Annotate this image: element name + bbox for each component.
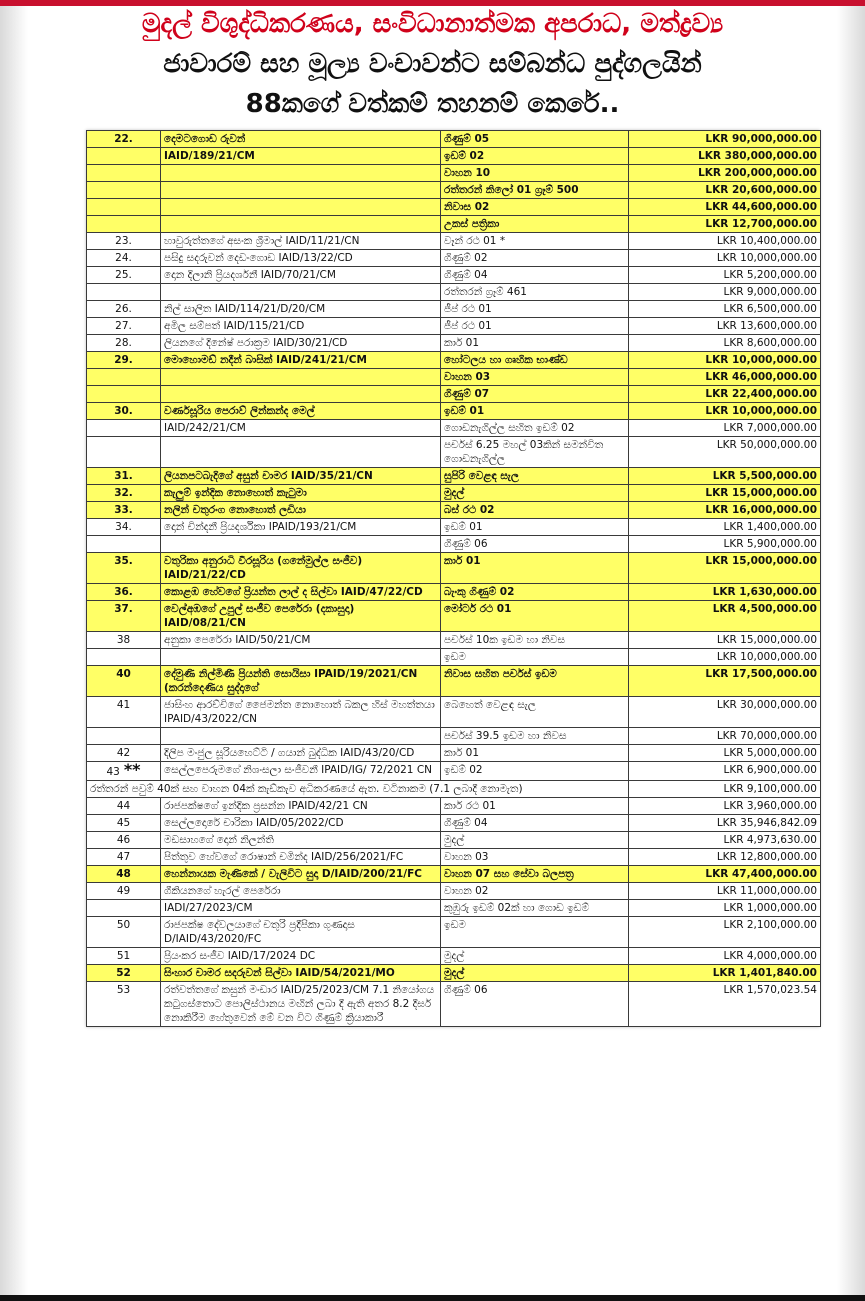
table-row (87, 584, 821, 601)
asset-value-cell: LKR 12,700,000.00 (629, 216, 821, 233)
asset-item-cell: වාහන 07 සහ සේවා බලපත්‍ර (441, 866, 629, 883)
row-number-cell (87, 284, 161, 301)
asset-value-cell: LKR 3,960,000.00 (629, 798, 821, 815)
row-number: 40 (116, 668, 131, 680)
person-name-cell (161, 216, 441, 233)
person-name-cell: ප්‍රියංකර සංජීව IAID/17/2024 DC (161, 948, 441, 965)
row-number-cell (87, 199, 161, 216)
person-name-cell: ගීකියනගේ හැරල් පෙරේරා (161, 883, 441, 900)
row-number-cell (87, 728, 161, 745)
table-row (87, 284, 821, 301)
row-number-cell (87, 250, 161, 267)
asset-table-body (87, 131, 821, 1027)
table-row (87, 697, 821, 728)
person-name-cell: ජාසිංහ ආරච්චිගේ ජෛමන්ත නොහොත් බකල හිස් මහත්තයා IPAID/43/2022/CN (161, 697, 441, 728)
table-row (87, 849, 821, 866)
asset-value-cell: LKR 1,000,000.00 (629, 900, 821, 917)
asset-value-cell: LKR 5,500,000.00 (629, 468, 821, 485)
headline-line-1: මුදල් විශුද්ධිකරණය, සංවිධානාත්මක අපරාධ, මත්ද්‍රව්‍ය (141, 9, 724, 39)
person-name-cell: අනුකා පෙරේරා IAID/50/21/CM (161, 632, 441, 649)
headline-line-3: 88කගේ වත්කම් තහනම් කෙරේ.. (245, 89, 620, 119)
row-number-cell (87, 485, 161, 502)
asset-value-cell: LKR 70,000,000.00 (629, 728, 821, 745)
asset-value-cell: LKR 17,500,000.00 (629, 666, 821, 697)
asset-value-cell: LKR 8,600,000.00 (629, 335, 821, 352)
asset-value-cell: LKR 35,946,842.09 (629, 815, 821, 832)
table-row (87, 301, 821, 318)
row-number-cell (87, 216, 161, 233)
asset-item-cell: වාහන 03 (441, 369, 629, 386)
asset-value-cell: LKR 9,100,000.00 (629, 781, 821, 798)
person-name-cell: රාජපක්ෂ දේවලයාගේ චතුරි ප්‍රදීපිකා ගුණදාස D/IAID/43/2020/FC (161, 917, 441, 948)
asset-item-cell: ගිණුම් 06 (441, 982, 629, 1027)
table-row (87, 649, 821, 666)
row-number-cell (87, 601, 161, 632)
table-row (87, 335, 821, 352)
asset-item-cell: පර්චස් 10ක ඉඩම හා නිවස (441, 632, 629, 649)
table-row (87, 553, 821, 584)
person-name-cell (161, 649, 441, 666)
person-name-cell: දොන දිලානි ප්‍රියදර්ශනී IAID/70/21/CM (161, 267, 441, 284)
row-number: 37. (114, 603, 133, 615)
row-number-cell (87, 165, 161, 182)
table-row (87, 437, 821, 468)
table-row (87, 632, 821, 649)
row-number: 50 (116, 919, 131, 931)
asset-value-cell: LKR 1,630,000.00 (629, 584, 821, 601)
asset-value-cell: LKR 1,400,000.00 (629, 519, 821, 536)
asset-value-cell: LKR 90,000,000.00 (629, 131, 821, 148)
table-row (87, 866, 821, 883)
asset-item-cell: ඉඩම් 01 (441, 519, 629, 536)
asset-value-cell: LKR 30,000,000.00 (629, 697, 821, 728)
table-row (87, 468, 821, 485)
asset-value-cell: LKR 10,000,000.00 (629, 649, 821, 666)
asset-value-cell: LKR 16,000,000.00 (629, 502, 821, 519)
table-row (87, 199, 821, 216)
asset-value-cell: LKR 6,500,000.00 (629, 301, 821, 318)
row-number: 34. (115, 521, 132, 533)
row-number-cell (87, 502, 161, 519)
row-number: 27. (115, 320, 132, 332)
person-name-cell: කැලුම් ඉන්දික නොහොත් කැටුමා (161, 485, 441, 502)
person-name-cell: වතුරිකා අනුරාධි වීරසූරිය (ගනේමුල්ල සංජීව) IAID/21/22/CD (161, 553, 441, 584)
table-row (87, 233, 821, 250)
row-number: 33. (114, 504, 133, 516)
row-number-cell (87, 649, 161, 666)
row-number-cell (87, 182, 161, 199)
row-number: 26. (115, 303, 132, 315)
left-shadow (0, 0, 28, 1301)
row-number-cell (87, 386, 161, 403)
right-shadow (837, 0, 865, 1301)
table-row (87, 485, 821, 502)
asset-item-cell: පර්චස් 39.5 ඉඩම හා නිවස (441, 728, 629, 745)
table-row (87, 948, 821, 965)
asset-value-cell: LKR 15,000,000.00 (629, 553, 821, 584)
person-name-cell: IAID/242/21/CM (161, 420, 441, 437)
person-name-cell (161, 165, 441, 182)
note-cell: රත්තරන් පවුම් 40ක් සහ වාහන 04ක් කැඩ්කැව අධිකරණයේ ඇත. වටිනාකම (7.1 ලබාදී නොමැත) (87, 781, 629, 798)
asset-value-cell: LKR 15,000,000.00 (629, 632, 821, 649)
row-number-cell (87, 762, 161, 781)
table-row (87, 601, 821, 632)
asset-item-cell: ගොඩනැගිල්ල සහිත ඉඩම් 02 (441, 420, 629, 437)
asset-item-cell: රත්තරන් කිලෝ 01 ග්‍රෑම් 500 (441, 182, 629, 199)
person-name-cell: වර්ණසූරිය පෙරාව් ලින්කන්ද මෙල් (161, 403, 441, 420)
row-number-cell (87, 832, 161, 849)
person-name-cell (161, 728, 441, 745)
asset-item-cell: බස් රථ 02 (441, 502, 629, 519)
asset-value-cell: LKR 1,570,023.54 (629, 982, 821, 1027)
asset-value-cell: LKR 5,900,000.00 (629, 536, 821, 553)
asset-item-cell: ඉඩම (441, 917, 629, 948)
row-number: 45 (116, 817, 131, 829)
asset-item-cell: බැංකු ගිණුම් 02 (441, 584, 629, 601)
row-number-cell (87, 745, 161, 762)
row-number: 24. (115, 252, 132, 264)
row-number-cell (87, 697, 161, 728)
asset-value-cell: LKR 5,000,000.00 (629, 745, 821, 762)
asset-value-cell: LKR 5,200,000.00 (629, 267, 821, 284)
row-number-cell (87, 883, 161, 900)
table-row (87, 182, 821, 199)
asset-value-cell: LKR 47,400,000.00 (629, 866, 821, 883)
asset-item-cell: ගිණුම් 06 (441, 536, 629, 553)
asset-item-cell: වාහන 02 (441, 883, 629, 900)
asset-item-cell: සුපිරි වෙළඳ සැල (441, 468, 629, 485)
table-row (87, 216, 821, 233)
asset-value-cell: LKR 10,000,000.00 (629, 352, 821, 369)
row-number-cell (87, 815, 161, 832)
row-number-cell (87, 420, 161, 437)
person-name-cell: නිල් සාලිත IAID/114/21/D/20/CM (161, 301, 441, 318)
asset-item-cell: උකස් පත්‍රිකා (441, 216, 629, 233)
person-name-cell: පසිදු සදරුවන් දෙඩංගොඩ IAID/13/22/CD (161, 250, 441, 267)
table-row (87, 917, 821, 948)
row-number: 38 (116, 634, 131, 646)
table-row (87, 762, 821, 781)
asset-item-cell: පර්චස් 6.25 මහල් 03කින් සමන්විත ගොඩනැගිල්ල (441, 437, 629, 468)
row-number: 30. (114, 405, 133, 417)
row-number-cell (87, 798, 161, 815)
asset-item-cell: රත්තරන් ග්‍රෑම් 461 (441, 284, 629, 301)
row-number: 43 (106, 766, 120, 778)
row-number: 41 (116, 699, 131, 711)
row-number: 42 (116, 747, 131, 759)
asset-value-cell: LKR 4,000,000.00 (629, 948, 821, 965)
asset-item-cell: ගිණුම් 04 (441, 815, 629, 832)
person-name-cell: සෙල්ලදොරේ චාරිකා IAID/05/2022/CD (161, 815, 441, 832)
person-name-cell (161, 386, 441, 403)
row-number-cell (87, 233, 161, 250)
asset-value-cell: LKR 1,401,840.00 (629, 965, 821, 982)
asset-item-cell: බෙහෙත් වෙළඳ සැල (441, 697, 629, 728)
asset-item-cell: ඉඩම් 02 (441, 762, 629, 781)
asset-value-cell: LKR 46,000,000.00 (629, 369, 821, 386)
table-row (87, 900, 821, 917)
asset-item-cell: කාර් 01 (441, 335, 629, 352)
row-number: 29. (114, 354, 133, 366)
table-row (87, 832, 821, 849)
asset-item-cell: මෝටර් රථ 01 (441, 601, 629, 632)
table-row (87, 666, 821, 697)
row-number-cell (87, 866, 161, 883)
row-number-cell (87, 403, 161, 420)
asset-value-cell: LKR 9,000,000.00 (629, 284, 821, 301)
row-number: 28. (115, 337, 132, 349)
asset-item-cell: නිවාස සහිත පර්චස් ඉඩම (441, 666, 629, 697)
asset-item-cell: වාහන 03 (441, 849, 629, 866)
table-row (87, 781, 821, 798)
row-number-cell (87, 666, 161, 697)
row-number: 36. (114, 586, 133, 598)
asset-value-cell: LKR 11,000,000.00 (629, 883, 821, 900)
row-number-cell (87, 965, 161, 982)
asset-item-cell: කාර් 01 (441, 745, 629, 762)
table-row (87, 386, 821, 403)
asset-value-cell: LKR 44,600,000.00 (629, 199, 821, 216)
person-name-cell: සෙල්ලපෙරුමගේ නිශංසලා සංජීවනී IPAID/IG/ 72/2021 CN (161, 762, 441, 781)
table-row (87, 420, 821, 437)
asset-item-cell: ජීප් රථ 01 (441, 318, 629, 335)
person-name-cell: රාජපක්ෂගේ ඉන්දික ප්‍රසන්න IPAID/42/21 CN (161, 798, 441, 815)
row-number: 46 (116, 834, 131, 846)
table-row (87, 148, 821, 165)
asset-item-cell: මුදල් (441, 948, 629, 965)
bottom-line (0, 1295, 865, 1301)
table-row (87, 883, 821, 900)
table-row (87, 536, 821, 553)
asset-item-cell: මුදල් (441, 965, 629, 982)
asset-item-cell: මුදල් (441, 832, 629, 849)
asset-item-cell: ඉඩම (441, 649, 629, 666)
person-name-cell (161, 199, 441, 216)
asset-value-cell: LKR 12,800,000.00 (629, 849, 821, 866)
table-row (87, 798, 821, 815)
asset-item-cell: ගිණුම් 05 (441, 131, 629, 148)
row-number: 22. (114, 133, 133, 145)
row-number-cell (87, 632, 161, 649)
asset-item-cell: ඉඩම් 01 (441, 403, 629, 420)
person-name-cell: IAID/189/21/CM (161, 148, 441, 165)
table-row (87, 165, 821, 182)
table-row (87, 815, 821, 832)
table-row (87, 728, 821, 745)
row-number-cell (87, 536, 161, 553)
row-number-cell (87, 148, 161, 165)
asset-value-cell: LKR 10,400,000.00 (629, 233, 821, 250)
asset-item-cell: ජීප් රථ 01 (441, 301, 629, 318)
row-number-cell (87, 352, 161, 369)
person-name-cell: මොහොමඩ් නදීන් බාසික් IAID/241/21/CM (161, 352, 441, 369)
asset-item-cell: වාහන 10 (441, 165, 629, 182)
table-row (87, 965, 821, 982)
table-row (87, 352, 821, 369)
asset-value-cell: LKR 50,000,000.00 (629, 437, 821, 468)
row-number-cell (87, 301, 161, 318)
row-number: 51 (116, 950, 131, 962)
person-name-cell: දිලිප මංජුල සූරියහෙට්ටි / ගයාන් බුද්ධික IAID/43/20/CD (161, 745, 441, 762)
asset-item-cell: මුදල් (441, 485, 629, 502)
asset-item-cell: හෝටලය හා ගෘහික භාණ්ඩ (441, 352, 629, 369)
asset-value-cell: LKR 6,900,000.00 (629, 762, 821, 781)
row-number-cell (87, 900, 161, 917)
person-name-cell: මඩසාහගේ දොන් නිලන්ති (161, 832, 441, 849)
asset-item-cell: වෑන් රථ 01 * (441, 233, 629, 250)
table-row (87, 131, 821, 148)
person-name-cell: දොන් චින්දනී ප්‍රියදර්ශිකා IPAID/193/21/CM (161, 519, 441, 536)
person-name-cell: කොළඹ හේවගේ ප්‍රියන්ත ලාල් ද සිල්වා IAID/47/22/CD (161, 584, 441, 601)
person-name-cell: සිංහාර චාමර සදරුවන් සිල්වා IAID/54/2021/MO (161, 965, 441, 982)
asset-value-cell: LKR 7,000,000.00 (629, 420, 821, 437)
person-name-cell (161, 369, 441, 386)
asset-value-cell: LKR 22,400,000.00 (629, 386, 821, 403)
row-number-cell (87, 318, 161, 335)
row-number-cell (87, 917, 161, 948)
row-number: 23. (115, 235, 132, 247)
person-name-cell: ලියනපටබැදිගේ අසුන් චාමර IAID/35/21/CN (161, 468, 441, 485)
asset-value-cell: LKR 2,100,000.00 (629, 917, 821, 948)
person-name-cell: IADI/27/2023/CM (161, 900, 441, 917)
row-number: 49 (116, 885, 131, 897)
row-number: 44 (116, 800, 131, 812)
asset-value-cell: LKR 4,500,000.00 (629, 601, 821, 632)
asset-freeze-document (86, 130, 820, 1027)
asset-item-cell: ඉඩම් 02 (441, 148, 629, 165)
row-number: 31. (114, 470, 133, 482)
row-number-cell (87, 335, 161, 352)
asset-value-cell: LKR 380,000,000.00 (629, 148, 821, 165)
table-row (87, 267, 821, 284)
person-name-cell: රත්වත්තගේ කසුන් මංඩාර IAID/25/2023/CM 7.1 නියෝගය කටුගස්තොට පොලිස්ථානය මඟින් ලබා දී ඇති අතර 8.2 දීර්ඝ නොකිරීම හේතුවෙන් මේ වන විට ගිණුම් ක්‍රියාකාරී (161, 982, 441, 1027)
row-number-cell (87, 584, 161, 601)
row-number-cell (87, 468, 161, 485)
asset-value-cell: LKR 15,000,000.00 (629, 485, 821, 502)
row-number: 47 (116, 851, 131, 863)
person-name-cell: දෙමටගොඩ රුවන් (161, 131, 441, 148)
row-number-cell (87, 849, 161, 866)
row-number: 35. (114, 555, 133, 567)
table-row (87, 982, 821, 1027)
asterisk-mark: ** (123, 761, 141, 779)
table-row (87, 745, 821, 762)
row-number: 53 (116, 984, 131, 996)
asset-value-cell: LKR 20,600,000.00 (629, 182, 821, 199)
asset-item-cell: කාර් රථ 01 (441, 798, 629, 815)
asset-item-cell: නිවාස 02 (441, 199, 629, 216)
table-row (87, 318, 821, 335)
table-row (87, 519, 821, 536)
row-number-cell (87, 369, 161, 386)
table-row (87, 250, 821, 267)
table-row (87, 369, 821, 386)
asset-table (86, 130, 821, 1027)
person-name-cell (161, 437, 441, 468)
asset-item-cell: ගිණුම් 04 (441, 267, 629, 284)
asset-value-cell: LKR 200,000,000.00 (629, 165, 821, 182)
asset-item-cell: ගිණුම් 02 (441, 250, 629, 267)
asset-item-cell: ගිණුම් 07 (441, 386, 629, 403)
person-name-cell: වෙල්අඹගේ උපුල් සංජීව පෙරේරා (දකාසුදා) IAID/08/21/CN (161, 601, 441, 632)
person-name-cell: හෙන්නායක මැණිකේ / වැලිවිට සුදා D/IAID/200/21/FC (161, 866, 441, 883)
asset-item-cell: කුඹුරු ඉඩම් 02ක් හා ගොඩ ඉඩම් (441, 900, 629, 917)
row-number: 25. (115, 269, 132, 281)
row-number-cell (87, 982, 161, 1027)
person-name-cell (161, 284, 441, 301)
asset-value-cell: LKR 10,000,000.00 (629, 250, 821, 267)
person-name-cell: හාවුරුත්තගේ අසංක ශ්‍රීමාල් IAID/11/21/CN (161, 233, 441, 250)
asset-value-cell: LKR 10,000,000.00 (629, 403, 821, 420)
headline-line-2: ජාවාරම් සහ මූල්‍ය වංචාවන්ට සම්බන්ධ පුද්ගලයින් (163, 49, 702, 79)
asset-item-cell: කාර් 01 (441, 553, 629, 584)
row-number: 48 (116, 868, 131, 880)
headline (0, 4, 865, 124)
row-number-cell (87, 519, 161, 536)
person-name-cell (161, 182, 441, 199)
person-name-cell: දේමුණි නිල්මිණී ප්‍රියන්ති සොයිසා IPAID/19/2021/CN (කරන්දෙණිය සුද්දාගේ (161, 666, 441, 697)
row-number-cell (87, 437, 161, 468)
person-name-cell: අමිල සම්පත් IAID/115/21/CD (161, 318, 441, 335)
row-number-cell (87, 553, 161, 584)
asset-value-cell: LKR 4,973,630.00 (629, 832, 821, 849)
row-number-cell (87, 948, 161, 965)
person-name-cell: පිත්තුව හේවගේ රොෂාන් චමින්ද IAID/256/2021/FC (161, 849, 441, 866)
person-name-cell: නලින් චතුරංග නොහොත් ලඩියා (161, 502, 441, 519)
asset-value-cell: LKR 13,600,000.00 (629, 318, 821, 335)
person-name-cell (161, 536, 441, 553)
person-name-cell: ලියනගේ දිනේෂ් පරාක්‍රම IAID/30/21/CD (161, 335, 441, 352)
row-number-cell (87, 131, 161, 148)
row-number: 32. (114, 487, 133, 499)
row-number: 52 (116, 967, 131, 979)
table-row (87, 403, 821, 420)
table-row (87, 502, 821, 519)
row-number-cell (87, 267, 161, 284)
